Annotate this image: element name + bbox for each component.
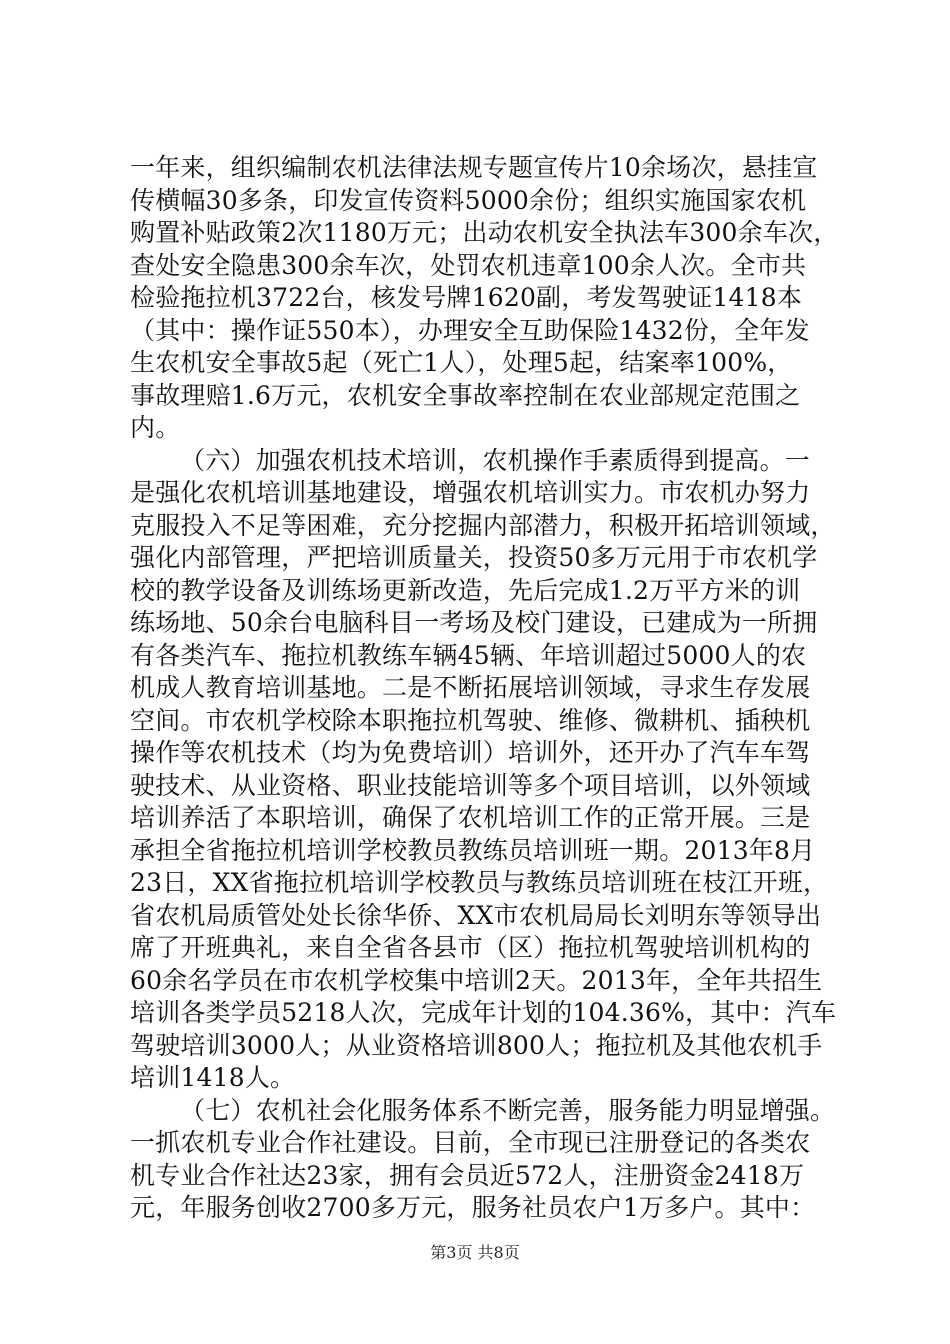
text-line: 查处安全隐患300余车次，处罚农机违章100余人次。全市共	[130, 250, 807, 280]
text-line: 60余名学员在市农机学校集中培训2天。2013年，全年共招生	[130, 965, 823, 995]
text-line: 生农机安全事故5起（死亡1人），处理5起，结案率100%，	[130, 348, 793, 377]
text-line: 练场地、50余台电脑科目一考场及校门建设，已建成为一所拥	[130, 608, 818, 637]
text-line: 一年来，组织编制农机法律法规专题宣传片10余场次，悬挂宣	[130, 153, 818, 182]
text-line: 培训1418人。	[130, 1063, 296, 1092]
text-line: 克服投入不足等困难，充分挖掘内部潜力，积极开拓培训领域，	[130, 510, 836, 540]
text-line: 省农机局质管处处长徐华侨、XX市农机局局长刘明东等领导出	[130, 900, 822, 930]
text-line: 席了开班典礼，来自全省各县市（区）拖拉机驾驶培训机构的	[130, 933, 811, 962]
page-footer	[0, 1243, 950, 1263]
page-number: 第3页 共8页	[430, 1243, 520, 1262]
text-line: 承担全省拖拉机培训学校教员教练员培训班一期。2013年8月	[130, 835, 816, 865]
text-line: 有各类汽车、拖拉机教练车辆45辆、年培训超过5000人的农	[130, 640, 807, 670]
text-line: 培训养活了本职培训，确保了农机培训工作的正常开展。三是	[130, 803, 811, 832]
text-line: 是强化农机培训基地建设，增强农机培训实力。市农机办努力	[130, 478, 811, 507]
text-line: 空间。市农机学校除本职拖拉机驾驶、维修、微耕机、插秧机	[130, 705, 811, 735]
text-line: 检验拖拉机3722台，核发号牌1620副，考发驾驶证1418本	[130, 283, 803, 312]
paragraph-heading-7: （七）农机社会化服务体系不断完善，服务能力明显增强。	[180, 1095, 836, 1125]
text-line: 驾驶培训3000人；从业资格培训800人；拖拉机及其他农机手	[130, 1030, 823, 1060]
text-line: 传横幅30多条，印发宣传资料5000余份；组织实施国家农机	[130, 185, 807, 215]
text-line: 机专业合作社达23家，拥有会员近572人，注册资金2418万	[130, 1160, 805, 1190]
text-line: 培训各类学员5218人次，完成年计划的104.36%，其中：汽车	[130, 998, 837, 1027]
text-line: 一抓农机专业合作社建设。目前，全市现已注册登记的各类农	[130, 1128, 811, 1157]
text-line: 内。	[130, 413, 181, 442]
text-line: 购置补贴政策2次1180万元；出动农机安全执法车300余车次，	[130, 218, 839, 247]
text-line: 机成人教育培训基地。二是不断拓展培训领域，寻求生存发展	[130, 673, 811, 702]
text-line: 强化内部管理，严把培训质量关，投资50多万元用于市农机学	[130, 543, 818, 572]
paragraph-heading-6: （六）加强农机技术培训，农机操作手素质得到提高。一	[180, 445, 811, 475]
body-text	[130, 152, 839, 1225]
text-line: （其中：操作证550本），办理安全互助保险1432份，全年发	[130, 315, 810, 345]
text-line: 23日，XX省拖拉机培训学校教员与教练员培训班在枝江开班，	[130, 868, 829, 897]
text-line: 校的教学设备及训练场更新改造，先后完成1.2万平方米的训	[130, 575, 801, 605]
text-line: 操作等农机技术（均为免费培训）培训外，还开办了汽车车驾	[130, 738, 811, 767]
text-line: 驶技术、从业资格、职业技能培训等多个项目培训，以外领域	[130, 770, 811, 800]
text-line: 事故理赔1.6万元，农机安全事故率控制在农业部规定范围之	[130, 380, 801, 410]
text-line: 元，年服务创收2700多万元，服务社员农户1万多户。其中：	[130, 1193, 816, 1222]
